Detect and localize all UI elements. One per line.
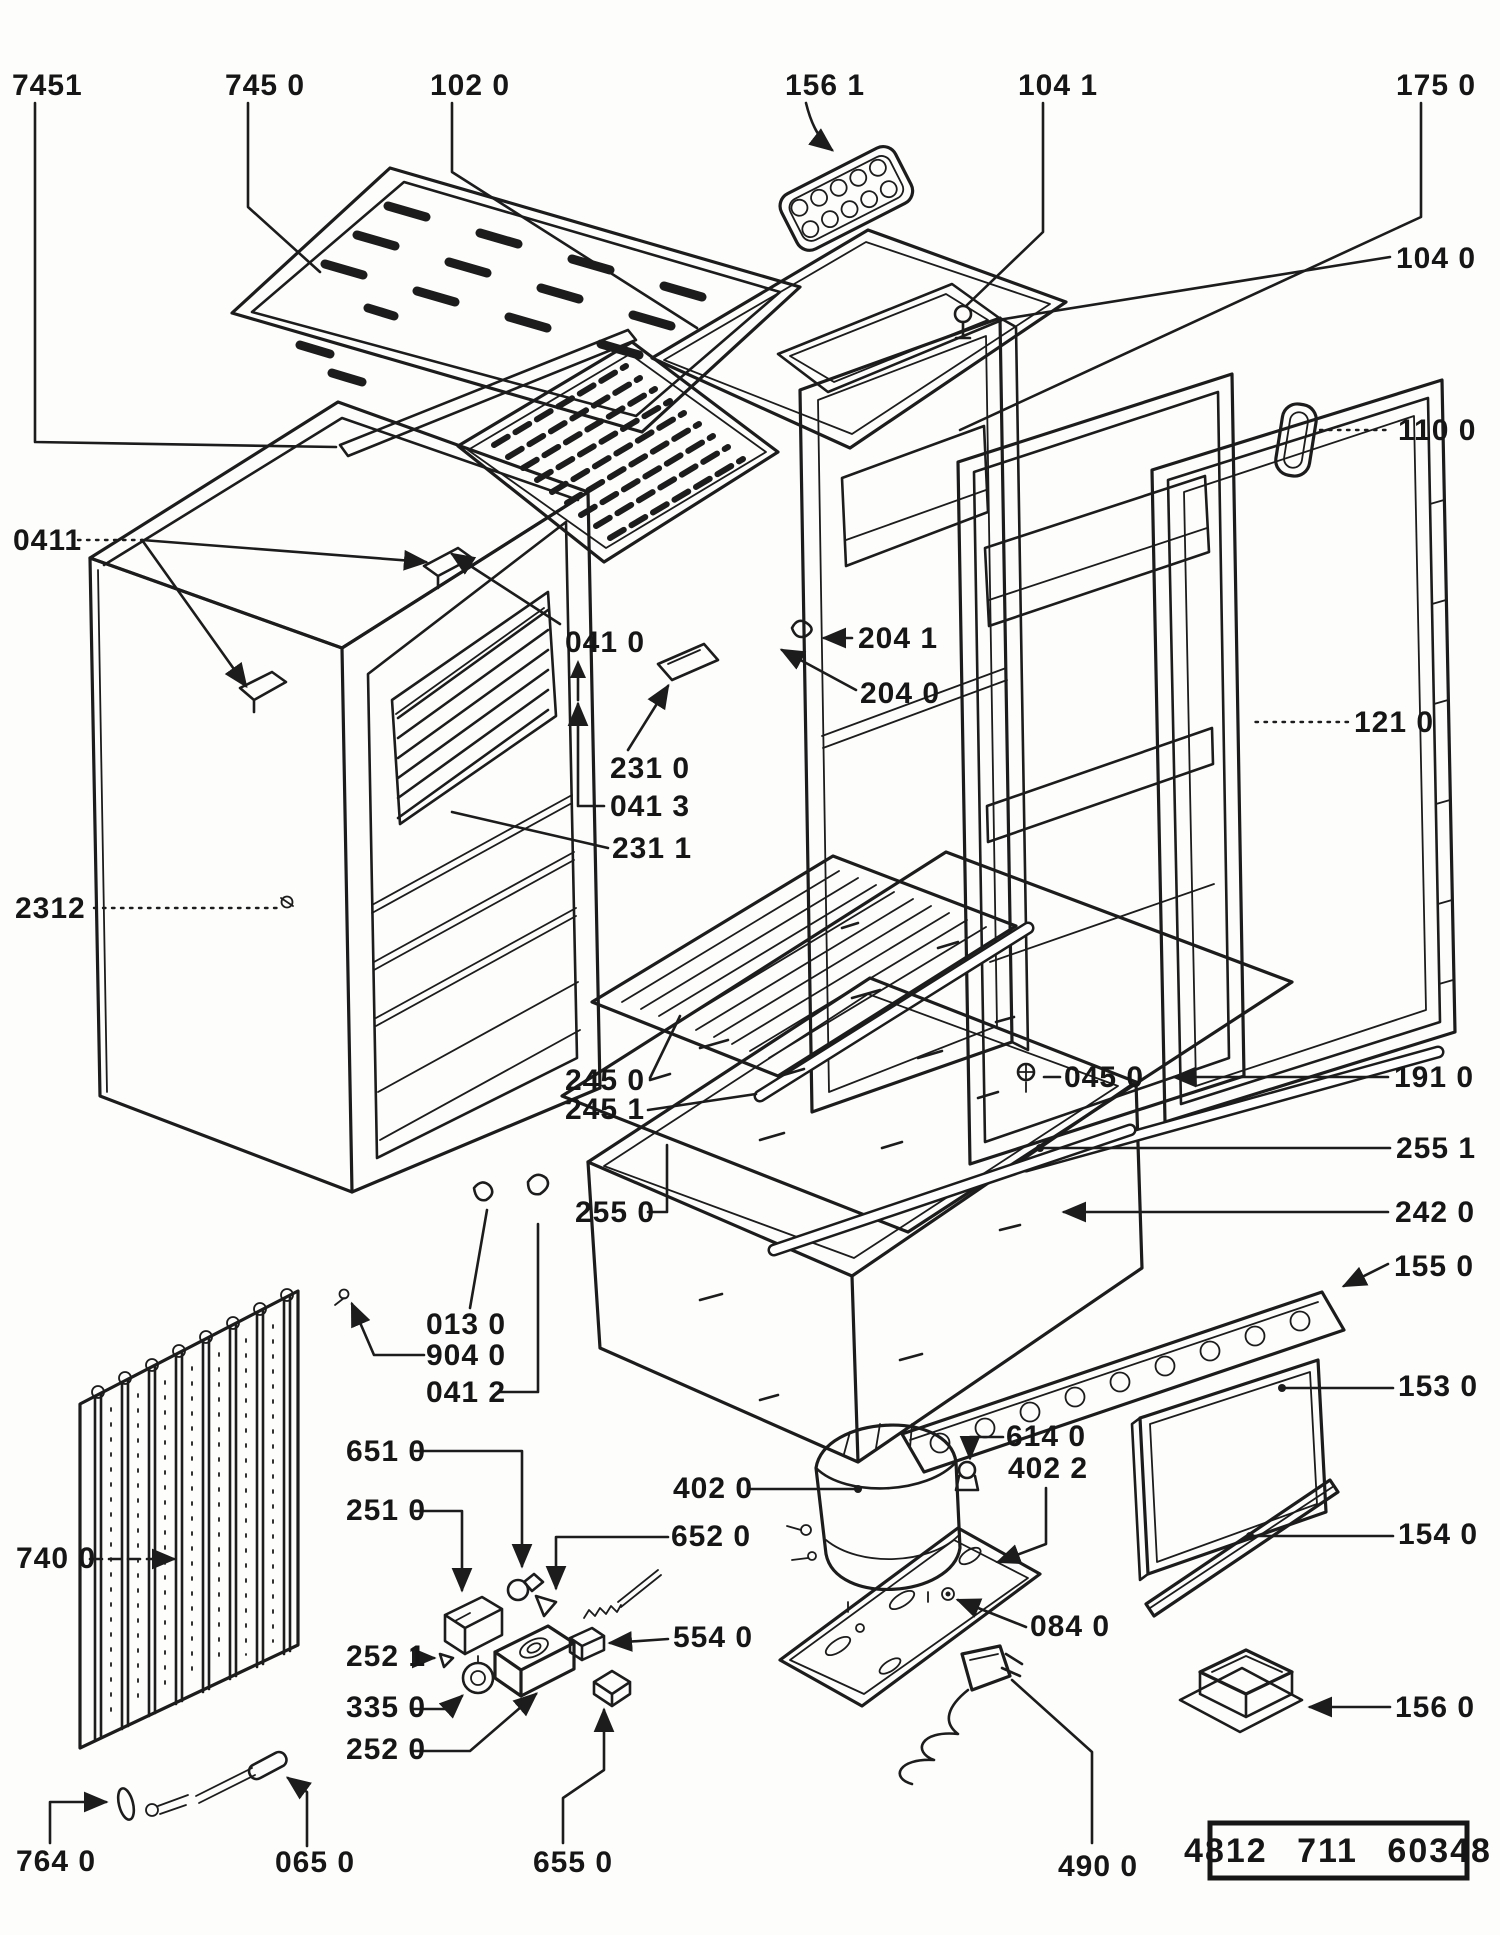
callout-204-0: 204 0	[860, 677, 941, 710]
leader-104-1	[966, 103, 1043, 306]
part-relay-box-251	[445, 1597, 502, 1654]
callout-614-0: 614 0	[1006, 1420, 1087, 1453]
leader-554-0	[610, 1639, 668, 1643]
drawing-number-box	[1184, 1823, 1492, 1878]
part-screw-arrow-041-0	[570, 660, 586, 700]
callout-065-0: 065 0	[275, 1846, 356, 1879]
callout-154-0: 154 0	[1398, 1518, 1479, 1551]
leader-402-2	[998, 1488, 1046, 1562]
callout-245-1: 245 1	[565, 1093, 646, 1126]
callout-013-0: 013 0	[426, 1308, 507, 1341]
callout-490-0: 490 0	[1058, 1850, 1139, 1883]
callout-153-0: 153 0	[1398, 1370, 1479, 1403]
leader-7451	[35, 103, 336, 447]
callout-204-1: 204 1	[858, 622, 939, 655]
part-capillary-tube	[584, 1570, 661, 1618]
callout-252-1: 252 1	[346, 1640, 427, 1673]
part-evaporator-plate	[458, 342, 778, 562]
callout-155-0: 155 0	[1394, 1250, 1475, 1283]
part-side-screw-2312	[281, 897, 293, 908]
callout-655-0: 655 0	[533, 1846, 614, 1879]
callout-156-0: 156 0	[1395, 1691, 1476, 1724]
callout-252-0: 252 0	[346, 1733, 427, 1766]
part-evaporator-fins	[398, 610, 548, 818]
callout-110-0: 110 0	[1398, 414, 1477, 447]
part-bracket-231-0	[658, 644, 718, 680]
callout-175-0: 175 0	[1396, 69, 1477, 102]
leader-252-0	[412, 1694, 536, 1751]
part-drain-heater-764	[115, 1787, 188, 1821]
callout-labels	[12, 69, 1478, 1883]
part-thermostat-body-252	[495, 1626, 574, 1696]
callout-402-0: 402 0	[673, 1472, 754, 1505]
callout-764-0: 764 0	[16, 1845, 97, 1878]
leader-764-0	[50, 1802, 106, 1843]
part-drain-tube-065	[196, 1750, 289, 1803]
callout-156-1: 156 1	[785, 69, 866, 102]
callout-104-0: 104 0	[1396, 242, 1477, 275]
part-cover-box-156	[1180, 1650, 1302, 1732]
part-clip-204-1	[792, 621, 812, 637]
callout-904-0: 904 0	[426, 1339, 507, 1372]
leader-245-1	[648, 1094, 756, 1110]
part-socket-655	[594, 1671, 630, 1706]
callout-255-1: 255 1	[1396, 1132, 1477, 1165]
callout-651-0: 651 0	[346, 1435, 427, 1468]
callout-554-0: 554 0	[673, 1621, 754, 1654]
callout-041-3: 041 3	[610, 790, 691, 823]
callout-191-0: 191 0	[1394, 1061, 1475, 1094]
part-ice-cube-tray	[775, 142, 917, 255]
part-condenser-coil	[80, 1289, 298, 1748]
part-door-gasket	[1152, 380, 1455, 1122]
part-clip-013-0	[474, 1182, 492, 1200]
leader-155-0	[1344, 1264, 1388, 1286]
callout-245-0: 245 0	[565, 1064, 646, 1097]
leader-231-0	[628, 686, 668, 750]
leader-0411-b	[142, 540, 246, 686]
callout-251-0: 251 0	[346, 1494, 427, 1527]
callout-041-0: 041 0	[565, 626, 646, 659]
callout-041-2: 041 2	[426, 1376, 507, 1409]
callout-2312: 2312	[15, 892, 86, 925]
callout-045-0: 045 0	[1064, 1061, 1145, 1094]
leader-013-0	[470, 1210, 487, 1308]
leader-104-0	[998, 257, 1390, 320]
callout-7451: 7451	[12, 69, 83, 102]
part-bulb-holder-652	[536, 1596, 556, 1616]
part-knob-335	[463, 1656, 493, 1693]
callout-335-0: 335 0	[346, 1691, 427, 1724]
drawing-number: 4812 711 60348	[1184, 1832, 1492, 1870]
leader-204-0	[782, 650, 856, 690]
leader-490-0	[1012, 1680, 1092, 1843]
callout-402-2: 402 2	[1008, 1452, 1089, 1485]
callout-242-0: 242 0	[1395, 1196, 1476, 1229]
callout-084-0: 084 0	[1030, 1610, 1111, 1643]
callout-0411: 0411	[13, 524, 83, 557]
part-grommet-614	[956, 1462, 978, 1490]
part-pin-904-0	[335, 1290, 349, 1306]
part-power-cord	[900, 1646, 1022, 1784]
part-clip-041-2	[528, 1175, 548, 1194]
part-hinge-corner-front	[240, 672, 286, 712]
part-bottom-trim-154	[1146, 1480, 1338, 1616]
part-cabinet-body	[90, 402, 600, 1192]
part-top-cover	[232, 168, 800, 432]
part-screw-045-0	[1018, 1064, 1034, 1092]
callout-231-1: 231 1	[612, 832, 693, 865]
leader-175-0	[960, 103, 1421, 430]
leader-655-0	[563, 1710, 604, 1843]
part-wedge-252-1	[440, 1654, 453, 1667]
callout-231-0: 231 0	[610, 752, 691, 785]
callout-652-0: 652 0	[671, 1520, 752, 1553]
leader-0411-c	[142, 540, 426, 562]
callout-255-0: 255 0	[575, 1196, 656, 1229]
callout-104-1: 104 1	[1018, 69, 1099, 102]
leader-904-0	[352, 1304, 424, 1355]
callout-740-0: 740 0	[16, 1542, 97, 1575]
leader-065-0	[288, 1778, 307, 1846]
leader-651-0	[415, 1451, 522, 1566]
leader-745-0	[248, 103, 320, 272]
callout-102-0: 102 0	[430, 69, 511, 102]
leader-156-1	[806, 103, 832, 150]
leader-652-0	[556, 1537, 668, 1588]
leader-041-0	[452, 554, 560, 624]
callout-745-0: 745 0	[225, 69, 306, 102]
callout-121-0: 121 0	[1354, 706, 1435, 739]
